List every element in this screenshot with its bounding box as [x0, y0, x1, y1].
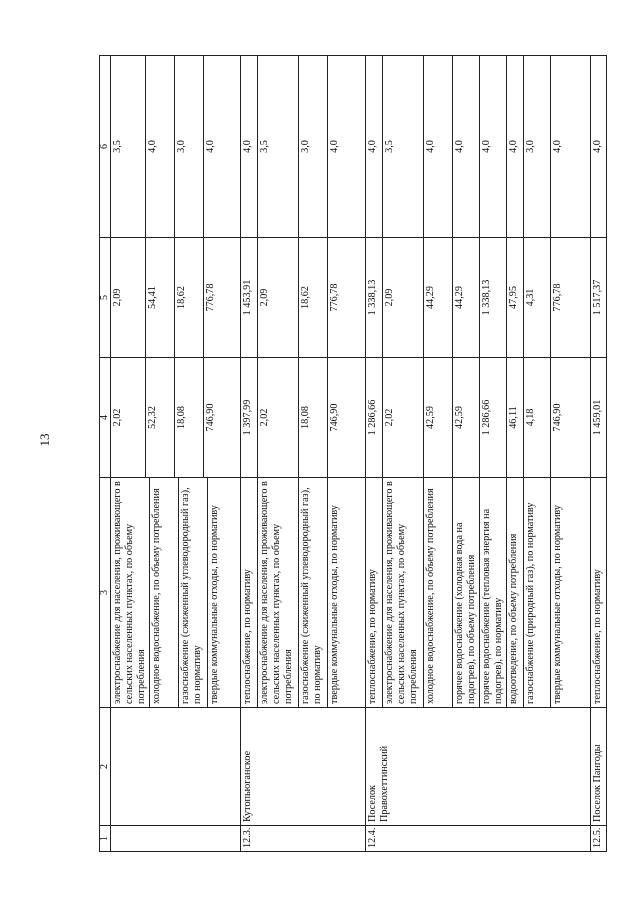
tariff-2024-cell: 2,09 — [382, 238, 423, 357]
growth-index-cell: 4,0 — [204, 56, 229, 237]
tariff-2023-cell: 1 397,99 — [241, 399, 253, 436]
tariff-2024-cell: 44,29 — [452, 238, 479, 357]
service-name-cell: электроснабжение для населения, проживающего в сельских населенных пунктах, по объему потребления — [382, 478, 423, 707]
service-name-column — [365, 478, 590, 708]
tariff-2024-cell: 2,09 — [257, 238, 298, 357]
settlement-cell — [111, 708, 241, 826]
table-row — [111, 56, 241, 852]
growth-index-cell: 3,0 — [298, 56, 327, 237]
tariff-2023-cell: 52,32 — [146, 358, 175, 477]
service-name-cell: газоснабжение (сжиженный углеводородный газ), по нормативу — [298, 478, 327, 707]
header-cell: 2 — [100, 708, 111, 826]
tariff-2024-column — [240, 238, 365, 358]
growth-index-cell: 4,0 — [479, 56, 506, 237]
tariff-2023-column — [365, 358, 590, 478]
page-number: 13 — [37, 433, 52, 447]
growth-index-cell: 4,0 — [423, 56, 452, 237]
table-row — [240, 56, 365, 852]
tariff-2023-cell: 2,02 — [112, 408, 123, 427]
growth-index-cell: 4,0 — [146, 56, 175, 237]
tariff-2023-cell: 2,02 — [257, 358, 298, 477]
tariff-2023-cell: 746,90 — [327, 358, 358, 477]
growth-index-cell: 4,0 — [241, 140, 253, 153]
service-name-column — [240, 478, 365, 708]
header-cell: 3 — [100, 478, 111, 708]
tariff-2023-cell: 2,02 — [382, 358, 423, 477]
row-number-cell: 12.5. — [591, 826, 607, 852]
row-number-cell — [111, 826, 241, 852]
tariff-2024-cell: 1 338,13 — [479, 238, 506, 357]
growth-index-column — [365, 56, 590, 238]
settlement-cell: Поселок Правохеттинский — [365, 708, 590, 826]
growth-index-cell: 4,0 — [506, 56, 523, 237]
tariff-2023-cell: 46,11 — [506, 358, 523, 477]
growth-index-cell: 3,0 — [523, 56, 550, 237]
tariff-2023-cell: 746,90 — [550, 358, 577, 477]
tariff-2023-cell: 42,59 — [423, 358, 452, 477]
tariff-2024-cell: 776,78 — [550, 238, 577, 357]
table-row — [365, 56, 590, 852]
tariff-2023-cell: 1 459,01 — [592, 399, 604, 436]
tariff-2024-cell: 4,31 — [523, 238, 550, 357]
tariff-2024-column — [591, 238, 607, 358]
header-cell: 6 — [100, 56, 111, 238]
settlement-cell: Поселок Пангоды — [591, 708, 607, 826]
growth-index-cell: 3,5 — [257, 56, 298, 237]
growth-index-cell: 4,0 — [592, 140, 604, 153]
service-name-cell: твердые коммунальные отходы, по нормативу — [550, 478, 577, 707]
tariff-2024-cell: 18,62 — [298, 238, 327, 357]
service-name-cell: теплоснабжение, по нормативу — [592, 569, 604, 704]
service-name-cell: электроснабжение для населения, проживающего в сельских населенных пунктах, по объему потребления — [257, 478, 298, 707]
tariff-2023-cell: 4,18 — [523, 358, 550, 477]
header-cell: 4 — [100, 358, 111, 478]
header-cell: 5 — [100, 238, 111, 358]
header-cell: 1 — [100, 826, 111, 852]
service-name-cell: твердые коммунальные отходы, по нормативу — [327, 478, 358, 707]
tariff-2023-cell: 18,08 — [175, 358, 204, 477]
tariff-2024-cell: 1 517,37 — [592, 279, 604, 316]
growth-index-cell: 4,0 — [452, 56, 479, 237]
tariff-2024-cell: 776,78 — [204, 238, 229, 357]
service-name-cell: теплоснабжение, по нормативу — [241, 569, 253, 704]
tariff-2024-cell: 54,41 — [146, 238, 175, 357]
growth-index-cell: 4,0 — [366, 140, 378, 153]
tariff-2023-cell: 1 286,66 — [366, 399, 378, 436]
tariff-2024-cell: 44,29 — [423, 238, 452, 357]
growth-index-column — [240, 56, 365, 238]
tariff-2023-cell: 746,90 — [204, 358, 229, 477]
tariff-2023-cell: 42,59 — [452, 358, 479, 477]
tariff-2024-cell: 18,62 — [175, 238, 204, 357]
tariff-2024-cell: 47,95 — [506, 238, 523, 357]
service-name-cell: твердые коммунальные отходы, по нормативу — [208, 478, 233, 707]
service-name-cell: холодное водоснабжение, по объему потребления — [423, 478, 452, 707]
row-number-cell: 12.4. — [365, 826, 590, 852]
service-name-column — [111, 478, 241, 708]
service-name-cell: горячее водоснабжение (холодная вода на подогрев), по объему потребления — [452, 478, 479, 707]
growth-index-cell: 4,0 — [550, 56, 577, 237]
growth-index-cell: 3,5 — [112, 140, 123, 153]
tariff-2024-cell: 1 453,91 — [241, 279, 253, 316]
tariff-2024-cell: 1 338,13 — [366, 279, 378, 316]
service-name-cell: электроснабжение для населения, проживающего в сельских населенных пунктах, по объему потребления — [112, 481, 147, 704]
service-name-cell: горячее водоснабжение (тепловая энергия на подогрев), по нормативу — [479, 478, 506, 707]
settlement-cell: Кутопьюганское — [240, 708, 365, 826]
tariff-2024-column — [365, 238, 590, 358]
tariff-2023-cell: 18,08 — [298, 358, 327, 477]
growth-index-cell: 3,0 — [175, 56, 204, 237]
growth-index-column — [591, 56, 607, 238]
growth-index-cell: 4,0 — [327, 56, 358, 237]
tariff-2023-cell: 1 286,66 — [479, 358, 506, 477]
service-name-cell: теплоснабжение, по нормативу — [366, 569, 378, 704]
service-name-cell: холодное водоснабжение, по объему потребления — [150, 478, 179, 707]
growth-index-cell: 3,5 — [382, 56, 423, 237]
growth-index-column — [111, 56, 241, 238]
header-row — [100, 56, 111, 852]
service-name-cell: водоотведение, по объему потребления — [506, 478, 523, 707]
table-row — [591, 56, 607, 852]
tariff-table — [99, 55, 607, 852]
tariff-2023-column — [240, 358, 365, 478]
tariff-2024-column — [111, 238, 241, 358]
tariff-table-container — [99, 56, 607, 852]
tariff-2024-cell: 2,09 — [112, 288, 123, 307]
tariff-2023-column — [591, 358, 607, 478]
tariff-2023-column — [111, 358, 241, 478]
service-name-cell: газоснабжение (природный газ), по нормативу — [523, 478, 550, 707]
service-name-column — [591, 478, 607, 708]
service-name-cell: газоснабжение (сжиженный углеводородный газ), по нормативу — [179, 478, 208, 707]
row-number-cell: 12.3. — [240, 826, 365, 852]
tariff-2024-cell: 776,78 — [327, 238, 358, 357]
